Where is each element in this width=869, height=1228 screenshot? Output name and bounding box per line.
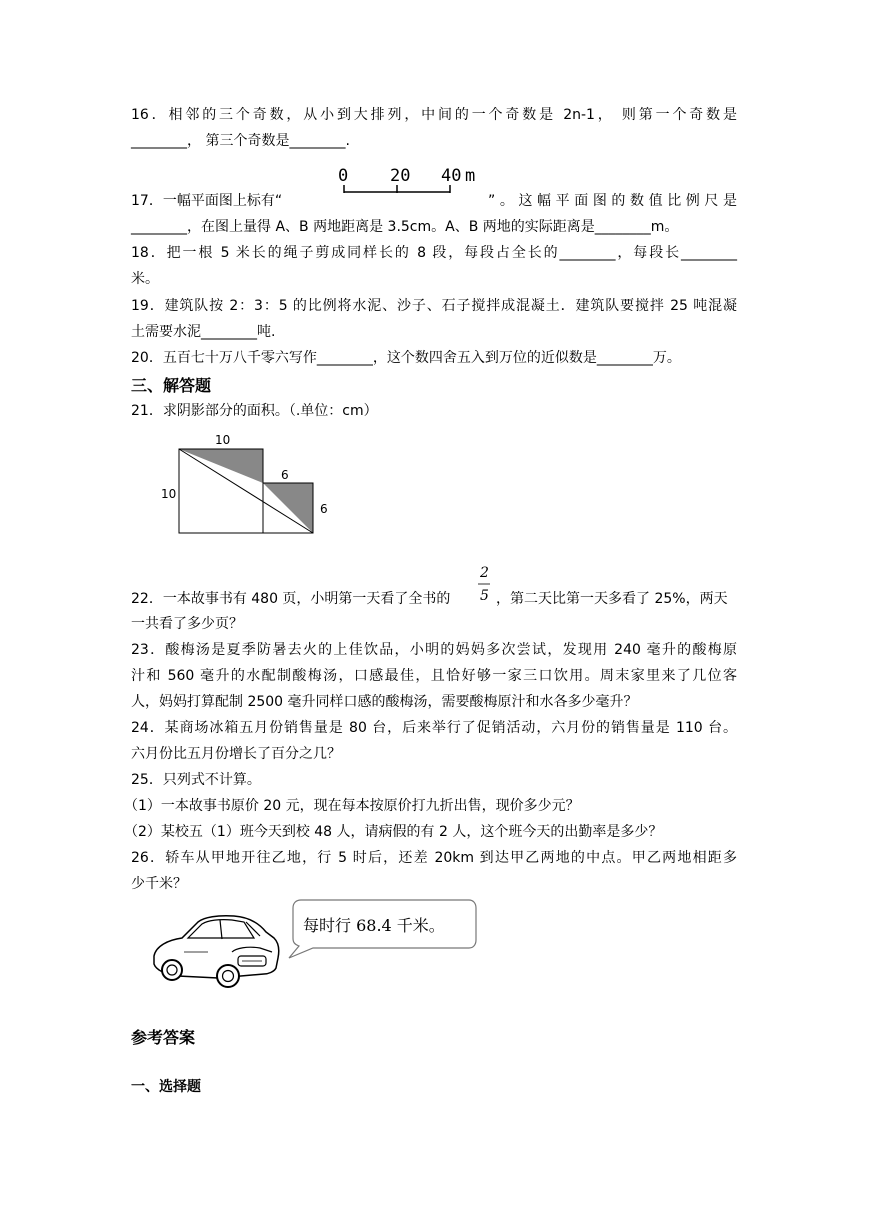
q17-line2: ________，在图上量得 A、B 两地距离是 3.5cm。A、B 两地的实际距离是________m。	[131, 219, 679, 235]
bubble-text: 每时行 68.4 千米。	[303, 916, 445, 935]
scale-label-20: 20	[390, 166, 411, 186]
q19-line1: 19．建筑队按 2：3：5 的比例将水泥、沙子、石子搅拌成混凝土．建筑队要搅拌 25 吨混凝	[131, 298, 737, 314]
label-small-top-6: 6	[281, 468, 289, 482]
shaded-triangle-large	[179, 449, 263, 483]
q20-line1: 20．五百七十万八千零六写作________，这个数四舍五入到万位的近似数是________万。	[131, 350, 681, 366]
q18-line2: 米。	[131, 271, 159, 287]
q26-line2: 少千米？	[131, 876, 187, 892]
q25-line2: （1）一本故事书原价 20 元，现在每本按原价打九折出售，现价多少元？	[124, 798, 580, 814]
q24-line1: 24．某商场冰箱五月份销售量是 80 台，后来举行了促销活动，六月份的销售量是 110 台。	[131, 720, 737, 736]
q21-shaded-area-figure	[155, 430, 335, 540]
q16-line2: ________， 第三个奇数是________.	[131, 133, 350, 149]
label-small-right-6: 6	[320, 502, 328, 516]
answers-section-1: 一、选择题	[131, 1079, 201, 1095]
q26-line1: 26．轿车从甲地开往乙地，行 5 时后，还差 20km 到达甲乙两地的中点。甲乙两地相距多	[131, 850, 737, 866]
car-illustration	[148, 908, 283, 990]
scale-label-0: 0	[338, 166, 349, 186]
q16-line1: 16．相邻的三个奇数，从小到大排列，中间的一个奇数是 2n-1， 则第一个奇数是	[131, 107, 737, 123]
q17-line1a: 17．一幅平面图上标有“	[131, 193, 283, 209]
q24-line2: 六月份比五月份增长了百分之几？	[131, 746, 341, 762]
q23-line2: 汁和 560 毫升的水配制酸梅汤，口感最佳，且恰好够一家三口饮用。周末家里来了几位客	[131, 668, 737, 684]
q23-line3: 人，妈妈打算配制 2500 毫升同样口感的酸梅汤，需要酸梅原汁和水各多少毫升？	[131, 694, 638, 710]
q22-line1a: 22．一本故事书有 480 页，小明第一天看了全书的	[131, 591, 451, 607]
section-heading-solve: 三、解答题	[131, 376, 212, 395]
q25-line1: 25．只列式不计算。	[131, 772, 261, 788]
label-top-10: 10	[215, 433, 231, 447]
q21-line1: 21．求阴影部分的面积。（.单位：cm）	[131, 403, 378, 419]
answers-title: 参考答案	[131, 1028, 196, 1047]
shaded-triangle-small	[263, 483, 313, 533]
q19-line2: 土需要水泥________吨.	[131, 324, 276, 340]
fraction-numerator: 2	[480, 565, 489, 581]
speech-bubble	[283, 898, 479, 962]
fraction-denominator: 5	[480, 588, 489, 604]
q17-line1b: ”。这幅平面图的数值比例尺是	[488, 193, 737, 209]
scale-label-40: 40	[441, 166, 462, 186]
q18-line1: 18．把一根 5 米长的绳子剪成同样长的 8 段，每段占全长的________，每段长________	[131, 245, 737, 261]
q22-line1b: ，第二天比第一天多看了 25%，两天	[496, 591, 728, 607]
scale-bar-figure	[330, 163, 490, 199]
label-left-10: 10	[161, 487, 177, 501]
q23-line1: 23．酸梅汤是夏季防暑去火的上佳饮品，小明的妈妈多次尝试，发现用 240 毫升的酸梅原	[131, 642, 737, 658]
q22-line2: 一共看了多少页？	[131, 616, 243, 632]
q25-line3: （2）某校五（1）班今天到校 48 人，请病假的有 2 人，这个班今天的出勤率是多少？	[124, 824, 663, 840]
fraction-two-fifths	[474, 560, 494, 606]
scale-label-unit: m	[465, 166, 476, 186]
